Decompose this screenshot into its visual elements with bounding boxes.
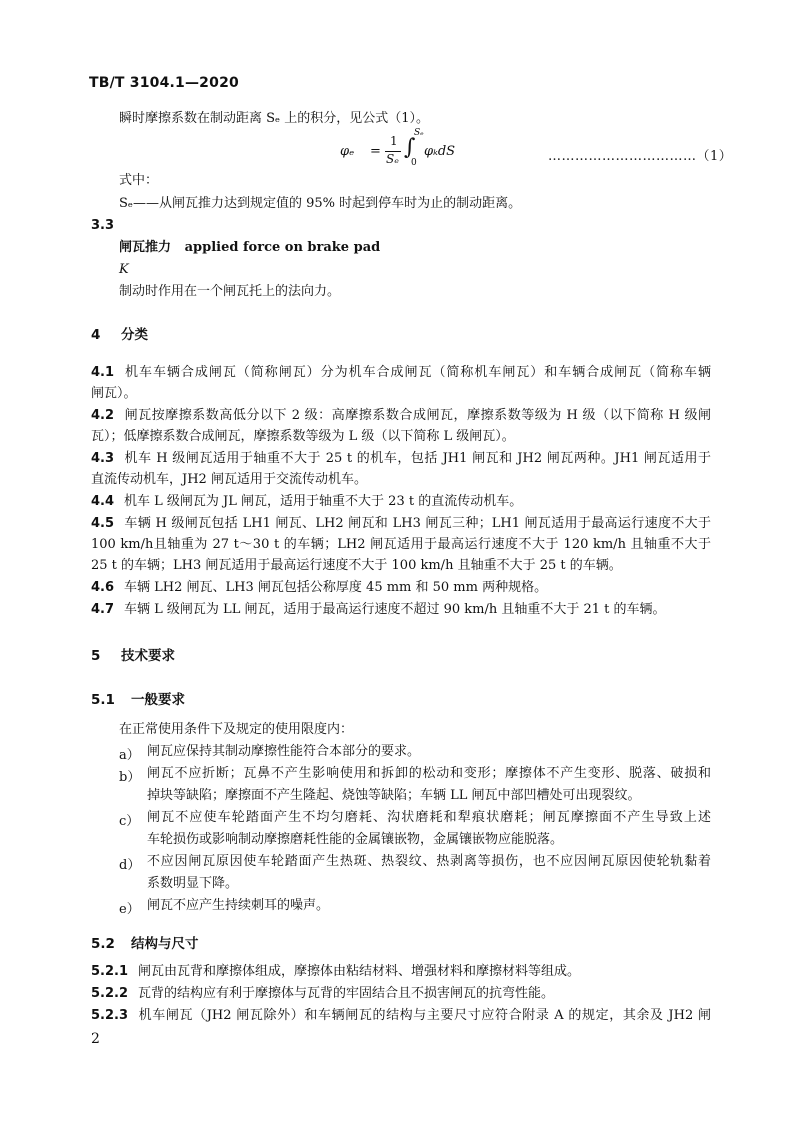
section-heading [91, 644, 175, 664]
section-number: 5 [91, 648, 101, 664]
list-item-d-line-1: 不应因闸瓦原因使车轮踏面产生热斑、热裂纹、热剥离等损伤，也不应因闸瓦原因使轮轨黏着 [147, 854, 711, 869]
clause-number: 4.1 [91, 365, 115, 380]
subsection-title: 结构与尺寸 [131, 936, 199, 952]
subsection-number: 5.2 [91, 936, 115, 952]
clause-number: 3.3 [91, 218, 115, 233]
clause-5-2-3 [91, 1008, 711, 1024]
clause-number: 4.4 [91, 494, 115, 509]
formula-label: （1） [696, 149, 733, 164]
clause-text: 车辆 L 级闸瓦为 LL 闸瓦，适用于最高运行速度不超过 90 km/h 且轴重不大于 21 t 的车辆。 [124, 602, 666, 617]
where-label: 式中： [119, 173, 159, 188]
clause-text: 机车闸瓦（JH2 闸瓦除外）和车辆闸瓦的结构与主要尺寸应符合附录 A 的规定，其余及 JH2 闸 [138, 1008, 711, 1023]
formula-1 [340, 128, 480, 168]
list-label: b） [119, 770, 141, 785]
subsection-heading [91, 932, 199, 952]
section-title: 技术要求 [121, 648, 175, 664]
clause-number: 5.2.1 [91, 964, 129, 979]
clause-number: 5.2.2 [91, 986, 129, 1001]
intro-line: 瞬时摩擦系数在制动距离 Sₑ 上的积分，见公式（1）。 [119, 111, 429, 126]
list-label: a） [119, 748, 140, 763]
list-item-d-line-2: 系数明显下降。 [147, 876, 239, 891]
clause-text: 车辆 H 级闸瓦包括 LH1 闸瓦、LH2 闸瓦和 LH3 闸瓦三种；LH1 闸瓦适用于最高运行速度不大于 [124, 516, 711, 531]
clause-4-7 [91, 602, 711, 618]
clause-number: 4.6 [91, 580, 115, 595]
clause-text: 机车车辆合成闸瓦（简称闸瓦）分为机车合成闸瓦（简称机车闸瓦）和车辆合成闸瓦（简称车辆 [124, 365, 711, 380]
clause-text: 闸瓦由瓦背和摩擦体组成，摩擦体由粘结材料、增强材料和摩擦材料等组成。 [138, 964, 581, 979]
list-lead: 在正常使用条件下及规定的使用限度内： [119, 722, 354, 737]
clause-4-4 [91, 494, 711, 510]
term-definition: 制动时作用在一个闸瓦托上的法向力。 [119, 284, 341, 299]
clause-text: 机车 H 级闸瓦适用于轴重不大于 25 t 的机车，包括 JH1 闸瓦和 JH2 闸瓦两种。JH1 闸瓦适用于 [124, 451, 711, 466]
clause-4-1-line-2: 闸瓦）。 [91, 386, 137, 401]
section-title: 分类 [121, 327, 148, 343]
section-heading [91, 323, 148, 343]
clause-number: 4.5 [91, 516, 115, 531]
term-cn: 闸瓦推力 [119, 240, 172, 255]
list-label: c） [119, 814, 140, 829]
list-item-b-line-1: 闸瓦不应折断；瓦鼻不产生影响使用和拆卸的松动和变形；摩擦体不产生变形、脱落、破损和 [147, 766, 711, 781]
clause-4-1-line-1 [91, 365, 711, 381]
formula-integrand: φₖdS [424, 144, 456, 159]
formula-lower-limit: 0 [411, 158, 417, 168]
list-item-c-line-2: 车轮损伤或影响制动摩擦磨耗性能的金属镶嵌物，金属镶嵌物应能脱落。 [147, 832, 564, 847]
clause-4-5-line-2: 100 km/h且轴重为 27 t～30 t 的车辆；LH2 闸瓦适用于最高运行速度不大于 120 km/h 且轴重不大于 [91, 537, 711, 552]
subsection-heading [91, 688, 185, 708]
clause-number: 4.7 [91, 602, 115, 617]
formula-frac-den: Sₑ [386, 152, 399, 166]
subsection-title: 一般要求 [131, 692, 185, 708]
standard-header: TB/T 3104.1—2020 [89, 75, 239, 91]
clause-4-5-line-3: 25 t 的车辆；LH3 闸瓦适用于最高运行速度不大于 100 km/h 且轴重不大于 25 t 的车辆。 [91, 558, 622, 573]
clause-number: 5.2.3 [91, 1008, 129, 1023]
clause-5-2-1 [91, 964, 711, 980]
clause-4-3-line-1 [91, 451, 711, 467]
integral-sign: ∫ [404, 135, 416, 160]
page-number: 2 [91, 1031, 100, 1047]
clause-4-5-line-1 [91, 516, 711, 532]
clause-4-2-line-1 [91, 408, 711, 424]
formula-upper-limit: Sₑ [414, 128, 424, 138]
clause-4-3-line-2: 直流传动机车，JH2 闸瓦适用于交流传动机车。 [91, 472, 367, 487]
clause-5-2-2 [91, 986, 711, 1002]
list-item-e: 闸瓦不应产生持续刺耳的噪声。 [147, 898, 330, 913]
list-label: d） [119, 858, 141, 873]
clause-text: 闸瓦按摩擦系数高低分以下 2 级：高摩擦系数合成闸瓦，摩擦系数等级为 H 级（以下简称 H 级闸 [124, 408, 711, 423]
clause-4-6 [91, 580, 711, 596]
term-symbol: K [119, 262, 129, 277]
formula-lhs: φₑ [340, 144, 355, 159]
clause-4-2-line-2: 瓦）；低摩擦系数合成闸瓦，摩擦系数等级为 L 级（以下简称 L 级闸瓦）。 [91, 429, 515, 444]
clause-text: 机车 L 级闸瓦为 JL 闸瓦，适用于轴重不大于 23 t 的直流传动机车。 [124, 494, 523, 509]
subsection-number: 5.1 [91, 692, 115, 708]
term-name [119, 240, 380, 256]
clause-text: 车辆 LH2 闸瓦、LH3 闸瓦包括公称厚度 45 mm 和 50 mm 两种规格。 [124, 580, 548, 595]
clause-number: 4.2 [91, 408, 115, 423]
list-item-a: 闸瓦应保持其制动摩擦性能符合本部分的要求。 [147, 744, 421, 759]
term-en: applied force on brake pad [184, 240, 381, 255]
se-definition: Sₑ——从闸瓦推力达到规定值的 95% 时起到停车时为止的制动距离。 [119, 196, 522, 211]
formula-equals: = [370, 144, 381, 159]
formula-leader-dots: …………………………… [548, 149, 697, 164]
formula-number [548, 145, 732, 164]
clause-number: 4.3 [91, 451, 115, 466]
formula-frac-num: 1 [390, 134, 398, 148]
clause-text: 瓦背的结构应有利于摩擦体与瓦背的牢固结合且不损害闸瓦的抗弯性能。 [138, 986, 555, 1001]
section-number: 4 [91, 327, 101, 343]
list-item-c-line-1: 闸瓦不应使车轮踏面产生不均匀磨耗、沟状磨耗和犁痕状磨耗；闸瓦摩擦面不产生导致上述 [147, 810, 711, 825]
list-label: e） [119, 902, 140, 917]
list-item-b-line-2: 掉块等缺陷；摩擦面不产生隆起、烧蚀等缺陷；车辆 LL 闸瓦中部凹槽处可出现裂纹。 [147, 788, 641, 803]
